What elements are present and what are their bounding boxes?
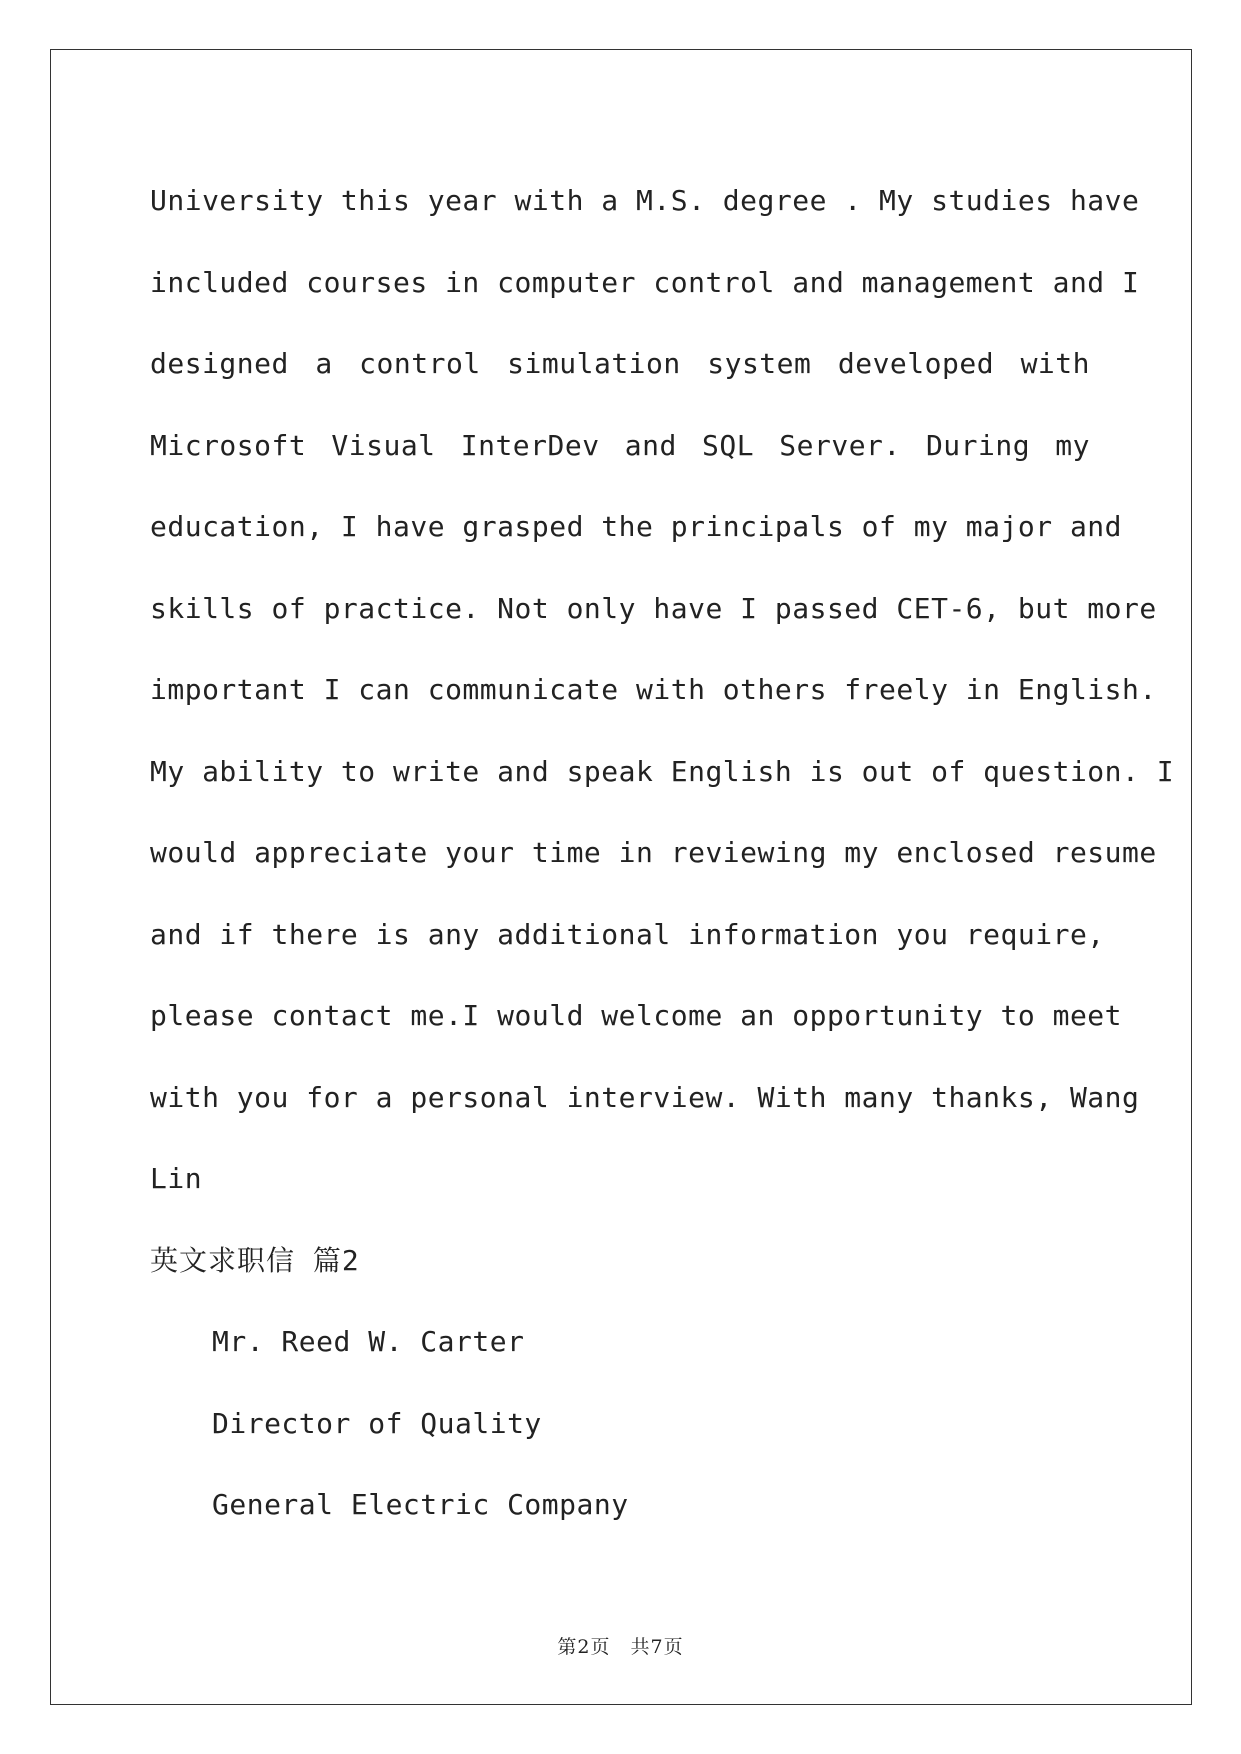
paragraph-line: and if there is any additional information you require, [150,917,1105,951]
paragraph-line: University this year with a M.S. degree . My studies have [150,184,1140,217]
recipient-name: Mr. Reed W. Carter [212,1325,525,1358]
paragraph-line: skills of practice. Not only have I passed CET-6, but more [150,591,1157,625]
paragraph-line: included courses in computer control and management and I [150,265,1140,299]
letter-paragraph [150,160,1175,1220]
paragraph-line: designed a control simulation system developed with [150,347,1090,380]
paragraph-line: important I can communicate with others freely in English. [150,673,1157,706]
paragraph-line: Microsoft Visual InterDev and SQL Server. During my [150,428,1090,462]
paragraph-line: My ability to write and speak English is out of question. I [150,754,1175,788]
section-title: 英文求职信 篇2 [150,1243,360,1277]
recipient-company: General Electric Company [212,1488,629,1521]
recipient-title: Director of Quality [212,1406,542,1440]
paragraph-line: education, I have grasped the principals of my major and [150,510,1123,543]
page-number-footer: 第2页 共7页 [557,1636,684,1658]
paragraph-line: with you for a personal interview. With many thanks, Wang [150,1080,1140,1114]
recipient-address [150,1301,1090,1546]
paragraph-line: Lin [150,1162,203,1195]
document-body [150,160,1175,1546]
paragraph-line: would appreciate your time in reviewing my enclosed resume [150,836,1157,869]
paragraph-line: please contact me.I would welcome an opportunity to meet [150,999,1123,1032]
